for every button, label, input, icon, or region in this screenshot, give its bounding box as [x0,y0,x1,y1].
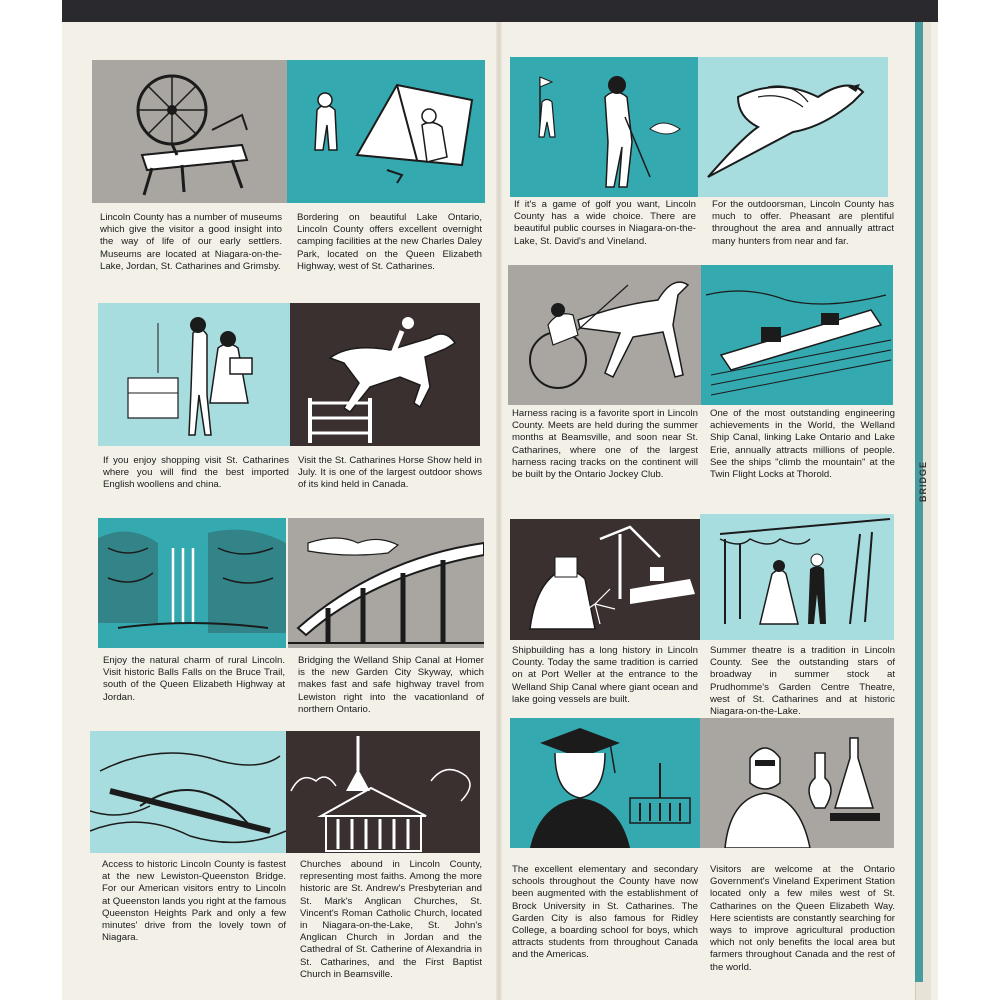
shopping-caption: If you enjoy shopping visit St. Catharines where you will find the best imported English woollens and china. [103,455,289,491]
pheasant-panel [698,57,888,197]
shopping-couple-icon [98,303,290,446]
camping-panel [287,60,485,203]
shipbuilding-panel [510,519,700,640]
page-margin [0,0,62,1000]
pheasant-caption: For the outdoorsman, Lincoln County has much to offer. Pheasant are plentiful throughout the area and annually attract many hunters from near and far. [712,199,894,247]
education-panel [510,718,700,848]
shipbuilding-caption: Shipbuilding has a long history in Lincoln County. Today the same tradition is carried on at Port Weller at the entrance to the Welland Ship Canal where giant ocean and lake going vessels are built. [512,645,698,705]
pheasant-icon [698,57,888,197]
harness-racing-panel [508,265,701,405]
church-panel [286,731,480,853]
skyway-caption: Bridging the Welland Ship Canal at Homer is the new Garden City Skyway, which makes fast and safe highway travel from Lewiston right into the vacationland of northern Ontario. [298,655,484,715]
skyway-panel [288,518,484,648]
research-panel [700,718,894,848]
church-icon [286,731,480,853]
research-caption: Visitors are welcome at the Ontario Government's Vineland Experiment Station located only a few miles west of St. Catharines on the Queen Elizabeth Way. Here scientists are constantly searching for ways to improve agricultural production which not only benefits the local area but farmers throughout Canada and the rest of the world. [710,864,895,973]
golfer-icon [510,57,698,197]
golf-caption: If it's a game of golf you want, Lincoln County has a wide choice. There are beautiful public courses in Niagara-on-the-Lake, St. David's and Vineland. [514,199,696,247]
lewiston-bridge-panel [90,731,286,853]
lewiston-bridge-caption: Access to historic Lincoln County is fastest at the new Lewiston-Queenston Bridge. For our American visitors entry to Lincoln at Queenston lands you right at the famous Queenston Heights Park and only a few minutes' drive from the lovely town of Niagara. [102,859,286,944]
welder-icon [510,519,700,640]
summer-theatre-caption: Summer theatre is a tradition in Lincoln County. See the outstanding stars of broadway in summer stock at Prudhomme's Garden Centre Theatre, west of St. Catharines and at historic Niagara-on-the-Lake. [710,645,895,718]
horse-jump-icon [290,303,480,446]
ship-canal-caption: One of the most outstanding engineering achievements in the World, the Welland Ship Canal, linking Lake Ontario and Lake Erie, annually attracts millions of people. See the ships "climb the mountain" at the Twin Flight Locks at Thorold. [710,408,895,481]
education-caption: The excellent elementary and secondary schools throughout the County have now been augmented with the establishment of Brock University in St. Catharines. The Garden City is also famous for Ridley College, a boarding school for boys, which attracts students from throughout Canada and the Americas. [512,864,698,961]
top-dark-edge [62,0,938,22]
lock-ship-icon [701,265,893,405]
horse-show-panel [290,303,480,446]
tent-icon [287,60,485,203]
harness-horse-icon [508,265,701,405]
graduate-icon [510,718,700,848]
golf-panel [510,57,698,197]
harness-racing-caption: Harness racing is a favorite sport in Lincoln County. Meets are held during the summer months at Beamsville, and soon near St. Catharines, where one of the largest harness racing tracks on the continent will be built by the Ontario Jockey Club. [512,408,698,481]
horse-show-caption: Visit the St. Catharines Horse Show held in July. It is one of the largest outdoor shows of its kind held in Canada. [298,455,482,491]
shopping-panel [98,303,290,446]
falls-panel [98,518,286,648]
church-caption: Churches abound in Lincoln County, representing most faiths. Among the more historic are St. Andrew's Presbyterian and St. Mark's Anglican Churches, St. Vincent's Roman Catholic Church, located in Niagara-on-the-Lake, St. John's Anglican Church in Jordan and the Cathedral of St. Catherine of Alexandria in St. Catharines, and the First Baptist Church in Beamsville. [300,859,482,980]
side-tab-strip [915,22,923,982]
scientist-icon [700,718,894,848]
summer-theatre-panel [700,514,894,640]
museum-panel [92,60,287,203]
arch-bridge-icon [90,731,286,853]
ship-canal-panel [701,265,893,405]
skyway-bridge-icon [288,518,484,648]
center-fold [496,22,502,1000]
waterfall-icon [98,518,286,648]
side-tab-label: BRIDGE [918,460,928,502]
camping-caption: Bordering on beautiful Lake Ontario, Lincoln County offers excellent overnight camping facilities at the new Charles Daley Park, located on the Queen Elizabeth Highway, west of St. Catharines. [297,212,482,272]
spinning-wheel-icon [92,60,287,203]
theatre-couple-icon [700,514,894,640]
falls-caption: Enjoy the natural charm of rural Lincoln. Visit historic Balls Falls on the Bruce Trail, south of the Queen Elizabeth Highway at Jordan. [103,655,285,703]
museum-caption: Lincoln County has a number of museums which give the visitor a good insight into the way of life of our early settlers. Museums are located at Niagara-on-the-Lake, Jordan, St. Catharines and Grimsby. [100,212,282,272]
